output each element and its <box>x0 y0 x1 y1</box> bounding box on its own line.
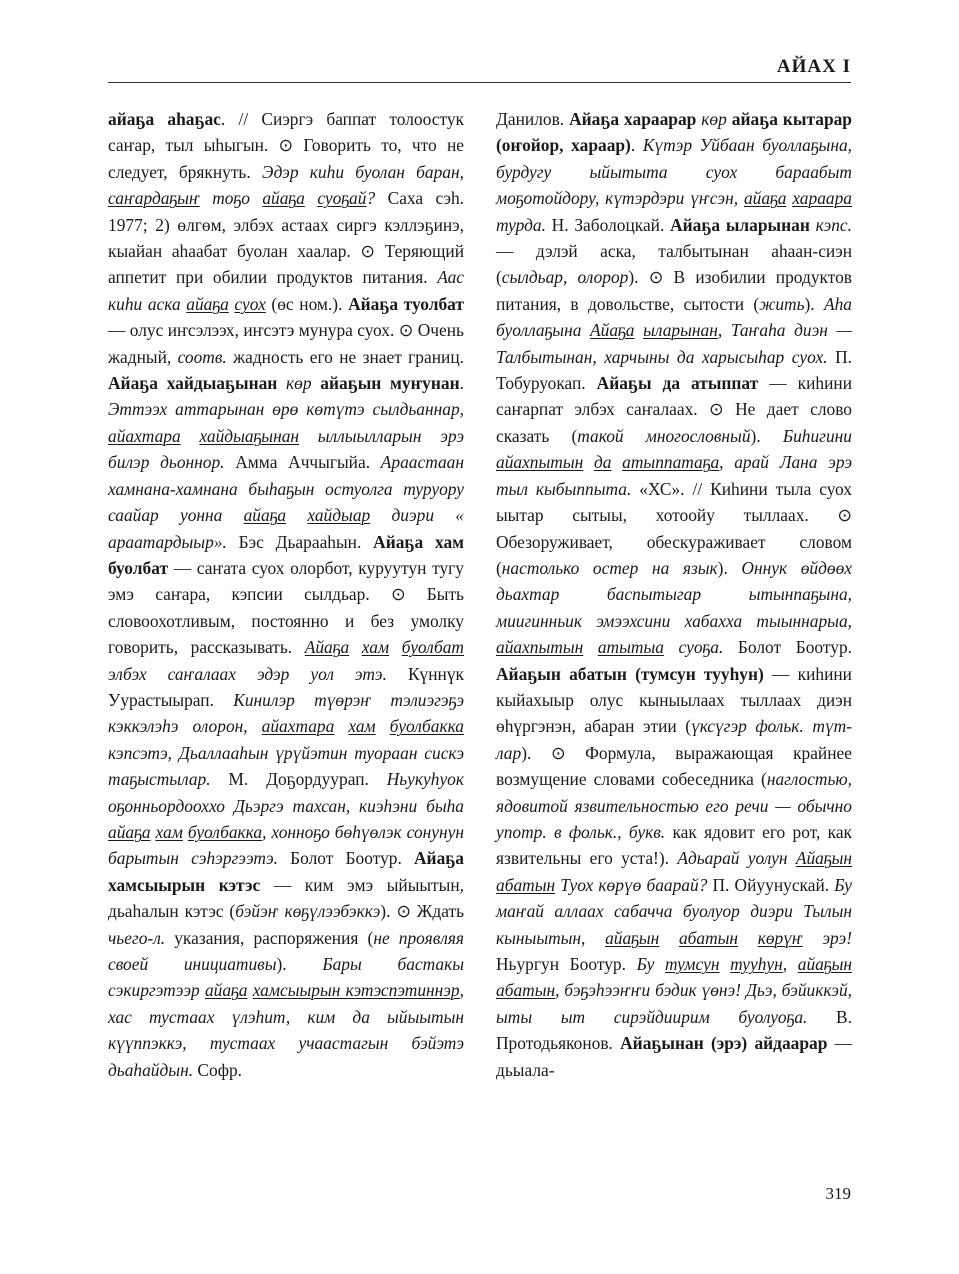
example-text: Эттээх аттарынан өрө көтүтэ сылдьаннар, <box>108 399 464 420</box>
underlined-example: айахтара <box>108 425 181 446</box>
underlined-example: хам <box>361 637 390 658</box>
body-text: — киһини саҥарпат элбэх саҥалаах. ⊙ Не дает слово сказать ( <box>496 373 852 446</box>
example-text: Биһигини <box>782 425 852 446</box>
underlined-example: хам <box>348 716 376 737</box>
example-text: Аһа буоллаҕына <box>496 293 852 341</box>
body-text: Софр. <box>193 1059 243 1080</box>
underlined-example: ыларынан <box>643 320 718 341</box>
example-text: элбэх саҥалаах эдэр уол этэ. <box>108 663 387 684</box>
example-text: , арай Лана эрэ тыл кыбыппыта. <box>496 452 852 499</box>
body-text: ). ⊙ В изобилии продуктов питания, в довольстве, сытости ( <box>496 267 853 314</box>
example-text <box>286 505 307 525</box>
underlined-example: буолбакка <box>187 821 263 842</box>
body-text: как ядовит его рот, как язвительны его уста!). <box>496 821 852 869</box>
example-text <box>389 637 402 657</box>
body-text: Саха сэһ. 1977; 2) өлгөм, элбэх астаах сиргэ кэллэҕинэ, кыайан аһаабат буолан хаалар. ⊙ Теряющий аппетит при обилии продуктов питания. <box>108 188 464 288</box>
body-text: . // Сиэргэ баппат толоостук саҥар, тыл ыһыгын. ⊙ Говорить то, что не следует, брякнуть. <box>108 109 464 182</box>
underlined-example: айаҕа <box>262 188 305 209</box>
example-text: үксүгэр фольк. түт-лар <box>496 716 852 763</box>
body-text: . <box>630 135 643 156</box>
underlined-example: саҥардаҕыҥ <box>108 188 200 209</box>
example-text: Бу маҥай аллаах сабачча буолуор диэри Тылын кыныытын, <box>496 874 852 948</box>
body-text: ). <box>750 425 783 446</box>
underlined-example: Айаҕа <box>304 637 350 658</box>
body-text: ). <box>717 557 742 578</box>
underlined-example: хайдыаҕынан <box>199 425 300 446</box>
example-text: ? <box>366 188 376 209</box>
example-text: Күтэр Уйбаан буоллаҕына, бурдугу ыйытыта суох бараабыт моҕотойдору, күтэрдэри үҥсэн, <box>496 135 852 209</box>
example-text: диэри « араатардыыр». <box>108 505 464 552</box>
underlined-example: айахпытын <box>496 452 584 473</box>
body-text: Күннүк Уурастыырап. <box>108 663 464 710</box>
body-text: — саҥата суох олорбот, куруутун тугу эмэ саҥара, кэпсии сылдьар. ⊙ Быть словоохотливым, постоянно и без умолку говорить, рассказывать. <box>108 557 464 658</box>
example-text <box>634 320 643 340</box>
body-text: Данилов. <box>496 109 570 129</box>
example-text: кэпсэтэ, Дьаллааһын үрүйэтин туораан сискэ таҕыстылар. <box>108 742 464 790</box>
example-text: ыллыылларын эрэ билэр дьонноp. <box>108 425 464 473</box>
headword: Айаҕа туолбат <box>348 293 464 314</box>
underlined-example: айаҕа <box>243 505 287 526</box>
example-text: чьего-л. <box>108 927 166 948</box>
body-text: Амма Аччыгыйа. <box>224 452 381 473</box>
headword: Айаҕа хараарар <box>569 109 697 129</box>
body-text: Бэс Дьараaһын. <box>226 531 374 552</box>
example-text: эрэ! <box>802 927 852 948</box>
underlined-example: абатын <box>496 980 556 1001</box>
body-text <box>277 373 286 393</box>
right-column-text <box>496 106 852 1083</box>
example-text: суоҕа. <box>663 637 724 658</box>
body-text: — дэлэй аска, талбытынан аһаан-сиэн ( <box>496 241 852 288</box>
underlined-example: айаҕа <box>743 188 787 209</box>
underlined-example: атытыа <box>597 637 664 658</box>
underlined-example: суох <box>234 293 266 314</box>
underlined-example: айаҕын <box>605 927 660 948</box>
headword: Айаҕа хам буолбат <box>108 531 464 578</box>
example-text <box>659 928 679 948</box>
underlined-example: атыппатаҕа <box>622 452 720 473</box>
body-text: П. Ойуунускай. <box>707 874 835 895</box>
page-number: 319 <box>825 1184 851 1203</box>
body-text: ). <box>276 954 323 974</box>
underlined-example: көрүҥ <box>757 927 803 948</box>
header-rule <box>108 82 851 83</box>
headword: айаҕа кытарар (оҥойор, хараар) <box>496 109 852 156</box>
body-text <box>312 373 321 393</box>
example-text: сылдьар, олорор <box>501 267 629 288</box>
example-text: Оннук өйдөөх дьахтар баспытыгар ытынnaҕына, миигинньик эмээхсини хабахха тыыннарыа, <box>496 557 852 631</box>
underlined-example: айаҕа <box>108 821 151 842</box>
body-text: указания, распоряжения ( <box>165 927 374 948</box>
example-text: , хас тустаах үлэһит, ким да ыйыытын күүппэккэ, тустаах учаастагын бэйэтэ дьаһайдын. <box>108 980 464 1080</box>
example-text: , хонноҕо бөһүөлэк сонунун барытын сэһэргээтэ. <box>108 821 464 869</box>
example-text: Туох көрүө баарай? <box>555 874 708 895</box>
body-text: — дьыала- <box>496 1033 852 1080</box>
underlined-example: абатын <box>678 927 739 948</box>
running-head: АЙАХ I <box>776 56 851 77</box>
example-text <box>583 452 594 472</box>
example-text: наглостью, ядовитой язвительностью его речи — обычно употр. в фольк., букв. <box>496 769 852 842</box>
example-text <box>719 954 730 974</box>
underlined-example: Айаҕа <box>590 320 635 341</box>
example-text: кэпс. <box>815 214 852 235</box>
example-text <box>334 716 348 736</box>
body-text: ). ⊙ Формула, выражающая крайнее возмущение словами собеседника ( <box>496 742 852 790</box>
example-text <box>181 426 200 446</box>
right-column <box>496 106 852 1083</box>
underlined-example: айахпытын <box>496 637 584 658</box>
example-text: турда. <box>496 214 546 235</box>
body-text: Н. Заболоцкай. <box>545 214 671 235</box>
underlined-example: тумсун <box>665 954 720 974</box>
body-text: — ким эмэ ыйыытын, дьаһалын кэтэс ( <box>108 874 464 922</box>
body-text: (өс ном.). <box>265 293 349 314</box>
body-text: М. Доҕордуурап. <box>210 769 387 790</box>
headword: Айаҕын абатын (тумсун тууһун) <box>496 663 764 684</box>
underlined-example: тууһун <box>730 954 783 974</box>
headword: Айаҕы да атыппат <box>596 373 759 394</box>
headword: Айаҕа хайдыаҕынан <box>108 373 278 394</box>
underlined-example: абатын <box>496 874 556 895</box>
body-text: ). ⊙ Ждать <box>380 901 465 922</box>
left-column-text <box>108 106 464 1083</box>
left-column <box>108 106 464 1083</box>
example-text: көр <box>701 109 727 129</box>
example-text: Ньукуһуок оҕонньордооххо Дьэргэ тахсан, киэһэни быһа <box>108 769 464 816</box>
underlined-example: хам <box>155 821 183 842</box>
body-text: ). <box>804 293 824 314</box>
example-text: Араастаан хамнана-хамнана быһаҕын остуолга туруору саайар уонна <box>108 452 464 526</box>
underlined-example: айаҕа <box>186 293 229 314</box>
body-text: «ХС». // Киһини тыла суох ыытар сытыы, хотоойу тыллаах. ⊙ Обезоруживает, обескураживает словом ( <box>496 478 852 578</box>
example-text <box>376 716 390 736</box>
underlined-example: хамсыырын кэтэспэтиннэр <box>252 980 460 1001</box>
headword: айаҕа аһаҕас <box>108 109 221 129</box>
example-text <box>305 188 317 208</box>
body-text: жадность его не знает границ. <box>226 346 464 367</box>
example-text: көр <box>286 373 312 394</box>
headword: Айаҕа хамсыырын кэтэс <box>108 848 464 895</box>
underlined-example: хараара <box>792 188 852 209</box>
example-text: , Таҥаһа диэн — Талбытынан, харчыны да харысыһар суох. <box>496 320 852 367</box>
example-text <box>738 928 758 948</box>
body-text: П. Тобуруокап. <box>496 346 852 394</box>
example-text: настолько остер на язык <box>501 557 718 578</box>
example-text: Бары бастакы сэкиргэтээр <box>108 954 464 1001</box>
body-text: — киһини кыйахыыр олус кыныылаах тыллаах диэн өһүргэнэн, абаран этии ( <box>496 663 852 737</box>
underlined-example: суоҕай <box>317 188 367 209</box>
headword: Айаҕынан (эрэ) айдаарар <box>620 1033 828 1054</box>
example-text: Аас киһи аска <box>108 267 464 314</box>
example-text <box>583 637 598 657</box>
body-text: Ньургун Боотур. <box>496 954 637 974</box>
example-text <box>349 637 362 657</box>
underlined-example: буолбат <box>401 637 464 658</box>
headword: айаҕын муҥунан <box>320 373 460 394</box>
example-text: Кинилэр түөрэҥ тэлиэгэҕэ кэккэлэһэ олорон, <box>108 689 464 737</box>
example-text: бэйэҥ көҕүлээбэккэ <box>235 901 381 922</box>
body-text: Болот Боотур. <box>277 848 414 869</box>
underlined-example: хайдыар <box>307 505 371 526</box>
underlined-example: айахтара <box>261 716 335 737</box>
example-text: Бу <box>636 954 666 974</box>
example-text: , <box>782 954 798 974</box>
example-text: тоҕо <box>199 188 263 209</box>
example-text <box>611 452 622 472</box>
body-text: В. Протодьяконов. <box>496 1006 852 1054</box>
example-text: не проявляя своей инициативы <box>108 927 464 974</box>
body-text: Болот Боотур. <box>723 637 852 658</box>
example-text: Адьарай уолун <box>677 848 796 869</box>
underlined-example: да <box>593 452 612 473</box>
example-text: , бэҕэһээҥҥи бэдик үөнэ! Дьэ, бэйиккэй, ыты ыт сирэйдиирим буолуоҕа. <box>496 980 852 1027</box>
body-text: — олус иҥсэлээх, иҥсэтэ мунура суох. ⊙ Очень жадный, <box>108 320 464 367</box>
underlined-example: айаҕын <box>797 954 852 974</box>
example-text: жить <box>759 293 805 314</box>
example-text: Эдэр киһи буолан баран, <box>261 161 464 182</box>
headword: Айаҕа ыларынан <box>670 214 810 235</box>
example-text: соотв. <box>177 346 227 367</box>
body-text: . <box>459 373 464 394</box>
underlined-example: буолбакка <box>389 716 464 737</box>
example-text: такой многословный <box>577 425 751 446</box>
underlined-example: Айаҕын <box>795 848 852 869</box>
underlined-example: айаҕа <box>204 980 248 1001</box>
